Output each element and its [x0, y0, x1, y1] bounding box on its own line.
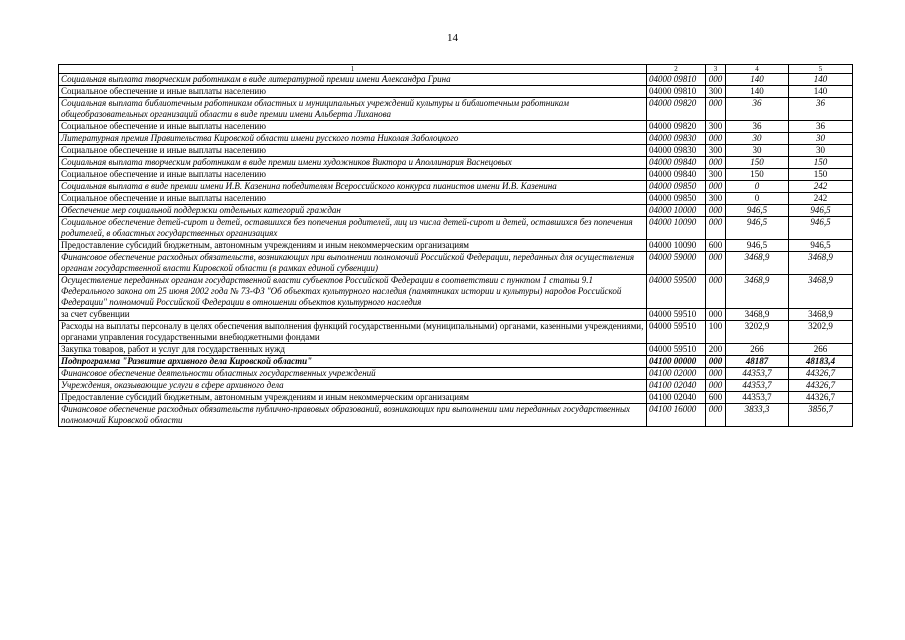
cell-name: Социальное обеспечение и иные выплаты населению	[59, 145, 647, 157]
cell-code: 04000 59500	[647, 275, 706, 309]
cell-code: 04000 09850	[647, 181, 706, 193]
cell-expense-type: 000	[706, 368, 726, 380]
table-row	[59, 404, 853, 427]
cell-expense-type: 000	[706, 275, 726, 309]
cell-name: Финансовое обеспечение деятельности областных государственных учреждений	[59, 368, 647, 380]
cell-expense-type: 000	[706, 217, 726, 240]
cell-value-col5: 242	[789, 181, 853, 193]
cell-value-col4: 30	[726, 145, 789, 157]
cell-expense-type: 100	[706, 321, 726, 344]
cell-value-col5: 3468,9	[789, 309, 853, 321]
table-row	[59, 275, 853, 309]
cell-name: за счет субвенции	[59, 309, 647, 321]
cell-code: 04100 02040	[647, 392, 706, 404]
cell-value-col4: 3468,9	[726, 275, 789, 309]
cell-name: Литературная премия Правительства Кировской области имени русского поэта Николая Заболоцкого	[59, 133, 647, 145]
cell-value-col5: 30	[789, 145, 853, 157]
cell-value-col5: 44326,7	[789, 392, 853, 404]
cell-value-col4: 36	[726, 121, 789, 133]
table-row	[59, 145, 853, 157]
header-row	[59, 65, 853, 74]
cell-value-col5: 3468,9	[789, 252, 853, 275]
table-row	[59, 193, 853, 205]
cell-code: 04000 09840	[647, 169, 706, 181]
cell-code: 04000 59510	[647, 344, 706, 356]
cell-value-col5: 44326,7	[789, 368, 853, 380]
cell-expense-type: 000	[706, 404, 726, 427]
cell-expense-type: 600	[706, 392, 726, 404]
cell-code: 04000 09840	[647, 157, 706, 169]
cell-expense-type: 300	[706, 121, 726, 133]
cell-name: Предоставление субсидий бюджетным, автономным учреждениям и иным некоммерческим организациям	[59, 240, 647, 252]
cell-value-col4: 140	[726, 74, 789, 86]
cell-code: 04100 02000	[647, 368, 706, 380]
cell-name: Учреждения, оказывающие услуги в сфере архивного дела	[59, 380, 647, 392]
cell-name: Социальная выплата библиотечным работникам областных и муниципальных учреждений культуры и библиотечным работникам общеобразовательных организаций области в виде премии имени Альберта Лиханова	[59, 98, 647, 121]
cell-name: Финансовое обеспечение расходных обязательств, возникающих при выполнении полномочий Российской Федерации, переданных для осуществления органам государственной власти Кировской области (в рамках единой субвенции)	[59, 252, 647, 275]
cell-code: 04000 09810	[647, 86, 706, 98]
cell-name: Осуществление переданных органам государственной власти субъектов Российской Федерации в соответствии с пунктом 1 статьи 9.1 Федерального закона от 25 июня 2002 года № 73-ФЗ "Об объектах культурного наследия (памятниках истории и культуры) народов Российской Федерации" полномочий Российской Федерации в отношении объектов культурного наследия	[59, 275, 647, 309]
table-row	[59, 356, 853, 368]
cell-value-col5: 44326,7	[789, 380, 853, 392]
cell-value-col5: 242	[789, 193, 853, 205]
cell-value-col5: 36	[789, 98, 853, 121]
header-col-4: 4	[726, 65, 789, 74]
header-col-3: 3	[706, 65, 726, 74]
cell-name: Финансовое обеспечение расходных обязательств публично-правовых образований, возникающих при выполнении ими переданных государственных полномочий Кировской области	[59, 404, 647, 427]
cell-value-col4: 266	[726, 344, 789, 356]
cell-expense-type: 000	[706, 380, 726, 392]
table-row	[59, 321, 853, 344]
cell-name: Социальная выплата творческим работникам в виде литературной премии имени Александра Грина	[59, 74, 647, 86]
table-row	[59, 252, 853, 275]
cell-expense-type: 200	[706, 344, 726, 356]
header-col-2: 2	[647, 65, 706, 74]
cell-value-col4: 0	[726, 181, 789, 193]
cell-expense-type: 000	[706, 133, 726, 145]
cell-code: 04000 09810	[647, 74, 706, 86]
cell-code: 04000 10000	[647, 205, 706, 217]
cell-value-col5: 266	[789, 344, 853, 356]
cell-value-col4: 0	[726, 193, 789, 205]
cell-code: 04100 02040	[647, 380, 706, 392]
table-row	[59, 181, 853, 193]
cell-value-col4: 3468,9	[726, 309, 789, 321]
cell-value-col5: 3202,9	[789, 321, 853, 344]
cell-value-col5: 946,5	[789, 217, 853, 240]
cell-name: Закупка товаров, работ и услуг для государственных нужд	[59, 344, 647, 356]
cell-code: 04000 59510	[647, 309, 706, 321]
cell-value-col4: 946,5	[726, 205, 789, 217]
cell-value-col4: 946,5	[726, 240, 789, 252]
cell-expense-type: 000	[706, 252, 726, 275]
table-row	[59, 169, 853, 181]
cell-value-col4: 150	[726, 169, 789, 181]
budget-table	[58, 64, 853, 427]
cell-value-col5: 30	[789, 133, 853, 145]
cell-name: Обеспечение мер социальной поддержки отдельных категорий граждан	[59, 205, 647, 217]
table-row	[59, 380, 853, 392]
cell-expense-type: 300	[706, 86, 726, 98]
cell-expense-type: 000	[706, 205, 726, 217]
cell-expense-type: 000	[706, 356, 726, 368]
cell-name: Социальное обеспечение детей-сирот и детей, оставшихся без попечения родителей, лиц из числа детей-сирот и детей, оставшихся без попечения родителей, в областных государственных организациях	[59, 217, 647, 240]
table-row	[59, 205, 853, 217]
cell-code: 04000 10090	[647, 240, 706, 252]
cell-value-col4: 3202,9	[726, 321, 789, 344]
cell-value-col4: 30	[726, 133, 789, 145]
table-row	[59, 133, 853, 145]
cell-value-col4: 150	[726, 157, 789, 169]
cell-name: Социальное обеспечение и иные выплаты населению	[59, 169, 647, 181]
table-row	[59, 309, 853, 321]
cell-expense-type: 000	[706, 74, 726, 86]
cell-code: 04000 09830	[647, 133, 706, 145]
page-number: 14	[447, 32, 458, 44]
cell-name: Социальная выплата в виде премии имени И.В. Казенина победителям Всероссийского конкурса пианистов имени И.В. Казенина	[59, 181, 647, 193]
cell-value-col5: 48183,4	[789, 356, 853, 368]
cell-value-col5: 3856,7	[789, 404, 853, 427]
table-row	[59, 86, 853, 98]
cell-value-col4: 3833,3	[726, 404, 789, 427]
cell-value-col4: 48187	[726, 356, 789, 368]
header-col-5: 5	[789, 65, 853, 74]
table-row	[59, 157, 853, 169]
cell-value-col4: 44353,7	[726, 392, 789, 404]
cell-expense-type: 600	[706, 240, 726, 252]
table-row	[59, 98, 853, 121]
cell-code: 04000 09820	[647, 121, 706, 133]
cell-value-col4: 36	[726, 98, 789, 121]
cell-code: 04000 10090	[647, 217, 706, 240]
cell-expense-type: 300	[706, 145, 726, 157]
cell-value-col5: 150	[789, 157, 853, 169]
cell-expense-type: 000	[706, 181, 726, 193]
cell-name: Социальная выплата творческим работникам в виде премии имени художников Виктора и Аполлинария Васнецовых	[59, 157, 647, 169]
cell-code: 04000 09820	[647, 98, 706, 121]
cell-name: Социальное обеспечение и иные выплаты населению	[59, 121, 647, 133]
cell-value-col5: 3468,9	[789, 275, 853, 309]
cell-expense-type: 000	[706, 98, 726, 121]
cell-value-col4: 44353,7	[726, 368, 789, 380]
cell-value-col5: 150	[789, 169, 853, 181]
cell-name: Подпрограмма "Развитие архивного дела Кировской области"	[59, 356, 647, 368]
cell-code: 04000 09830	[647, 145, 706, 157]
table-row	[59, 392, 853, 404]
table-row	[59, 217, 853, 240]
cell-code: 04000 59000	[647, 252, 706, 275]
cell-value-col5: 140	[789, 86, 853, 98]
cell-name: Социальное обеспечение и иные выплаты населению	[59, 86, 647, 98]
cell-value-col5: 36	[789, 121, 853, 133]
cell-expense-type: 300	[706, 169, 726, 181]
table-row	[59, 344, 853, 356]
cell-expense-type: 000	[706, 157, 726, 169]
cell-value-col4: 140	[726, 86, 789, 98]
cell-value-col5: 140	[789, 74, 853, 86]
cell-expense-type: 300	[706, 193, 726, 205]
table-row	[59, 121, 853, 133]
table-row	[59, 74, 853, 86]
cell-name: Социальное обеспечение и иные выплаты населению	[59, 193, 647, 205]
cell-expense-type: 000	[706, 309, 726, 321]
cell-name: Предоставление субсидий бюджетным, автономным учреждениям и иным некоммерческим организациям	[59, 392, 647, 404]
cell-code: 04000 59510	[647, 321, 706, 344]
table-row	[59, 368, 853, 380]
cell-value-col5: 946,5	[789, 240, 853, 252]
cell-value-col4: 3468,9	[726, 252, 789, 275]
cell-value-col4: 44353,7	[726, 380, 789, 392]
cell-code: 04100 00000	[647, 356, 706, 368]
table-row	[59, 240, 853, 252]
cell-value-col5: 946,5	[789, 205, 853, 217]
table-body	[59, 74, 853, 427]
cell-value-col4: 946,5	[726, 217, 789, 240]
cell-code: 04100 16000	[647, 404, 706, 427]
cell-name: Расходы на выплаты персоналу в целях обеспечения выполнения функций государственными (муниципальными) органами, казенными учреждениями, органами управления государственными внебюджетными фондами	[59, 321, 647, 344]
header-col-1: 1	[59, 65, 647, 74]
cell-code: 04000 09850	[647, 193, 706, 205]
